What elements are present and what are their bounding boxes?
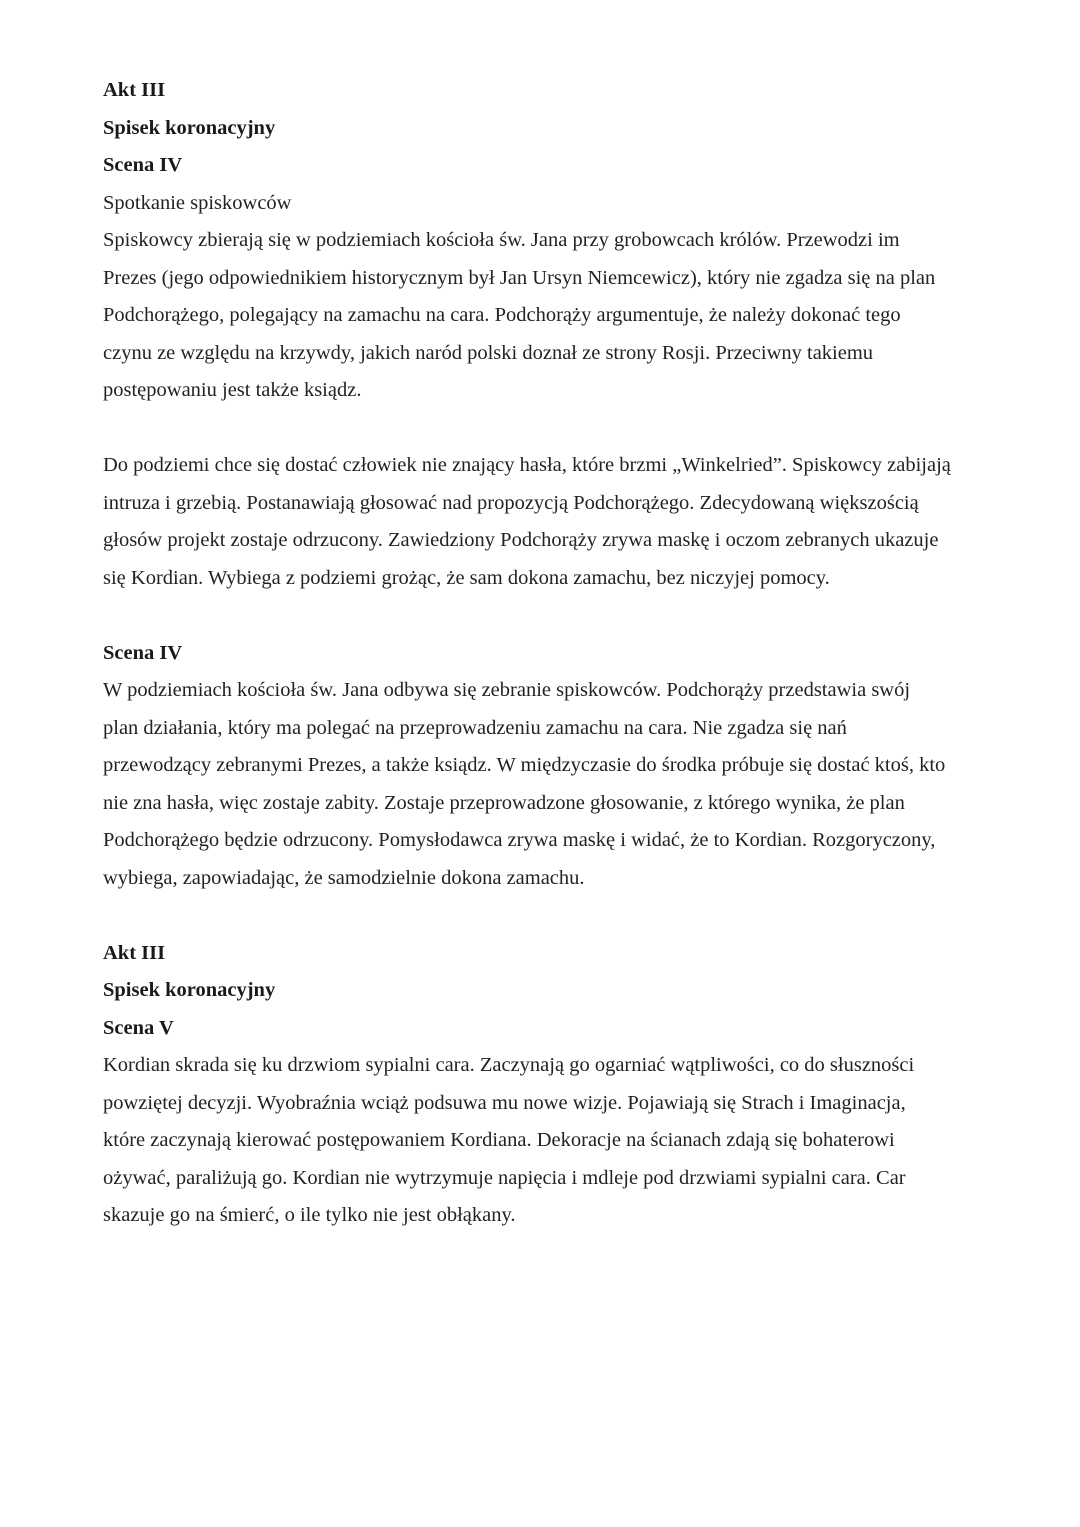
text-line: Podchorążego, polegający na zamachu na cara. Podchorąży argumentuje, że należy dokonać tego xyxy=(103,304,901,326)
section-spacer xyxy=(103,597,1013,635)
paragraph xyxy=(103,672,1013,897)
section-spacer xyxy=(103,897,1013,935)
paragraph-spacer xyxy=(103,410,1013,448)
text-line: Spiskowcy zbierają się w podziemiach kościoła św. Jana przy grobowcach królów. Przewodzi im xyxy=(103,229,900,251)
section-scene-v xyxy=(103,935,1013,1235)
text-line: intruza i grzebią. Postanawiają głosować nad propozycją Podchorążego. Zdecydowaną większością xyxy=(103,491,919,514)
scene-heading: Scena IV xyxy=(103,154,183,176)
text-line: głosów projekt zostaje odrzucony. Zawiedziony Podchorąży zrywa maskę i oczom zebranych ukazuje xyxy=(103,529,939,551)
act-heading: Akt III xyxy=(103,941,166,964)
text-line: się Kordian. Wybiega z podziemi grożąc, że sam dokona zamachu, bez niczyjej pomocy. xyxy=(103,566,830,589)
text-line: powziętej decyzji. Wyobraźnia wciąż podsuwa mu nowe wizje. Pojawiają się Strach i Imaginacja, xyxy=(103,1091,906,1114)
text-line: plan działania, który ma polegać na przeprowadzeniu zamachu na cara. Nie zgadza się nań xyxy=(103,716,847,739)
text-line: ożywać, paraliżują go. Kordian nie wytrzymuje napięcia i mdleje pod drzwiami sypialni cara. Car xyxy=(103,1166,906,1189)
text-line: przewodzący zebranymi Prezes, a także ksiądz. W międzyczasie do środka próbuje się dostać ktoś, kto xyxy=(103,754,946,776)
text-line: Podchorążego będzie odrzucony. Pomysłodawca zrywa maskę i widać, że to Kordian. Rozgoryczony, xyxy=(103,829,936,851)
paragraph xyxy=(103,222,1013,410)
text-line: postępowaniu jest także ksiądz. xyxy=(103,379,362,401)
scene-heading: Scena IV xyxy=(103,641,183,664)
scene-subtitle: Spotkanie spiskowców xyxy=(103,191,292,214)
text-line: Do podziemi chce się dostać człowiek nie znający hasła, które brzmi „Winkelried”. Spiskowcy zabijają xyxy=(103,454,951,476)
document-page xyxy=(103,72,1013,1235)
act-title: Spisek koronacyjny xyxy=(103,979,276,1001)
text-line: skazuje go na śmierć, o ile tylko nie jest obłąkany. xyxy=(103,1204,516,1226)
paragraph xyxy=(103,447,1013,597)
act-heading: Akt III xyxy=(103,79,166,101)
section-scene-iv-first xyxy=(103,72,1013,597)
text-line: nie zna hasła, więc zostaje zabity. Zostaje przeprowadzone głosowanie, z którego wynika, że plan xyxy=(103,791,905,814)
paragraph xyxy=(103,1047,1013,1235)
section-scene-iv-second xyxy=(103,635,1013,898)
text-line: Kordian skrada się ku drzwiom sypialni cara. Zaczynają go ogarniać wątpliwości, co do słuszności xyxy=(103,1054,915,1076)
text-line: czynu ze względu na krzywdy, jakich naród polski doznał ze strony Rosji. Przeciwny takiemu xyxy=(103,341,874,364)
text-line: W podziemiach kościoła św. Jana odbywa się zebranie spiskowców. Podchorąży przedstawia swój xyxy=(103,679,911,701)
text-line: Prezes (jego odpowiednikiem historycznym był Jan Ursyn Niemcewicz), który nie zgadza się na plan xyxy=(103,266,936,289)
text-line: które zaczynają kierować postępowaniem Kordiana. Dekoracje na ścianach zdają się bohaterowi xyxy=(103,1129,895,1151)
scene-heading: Scena V xyxy=(103,1016,174,1039)
text-line: wybiega, zapowiadając, że samodzielnie dokona zamachu. xyxy=(103,866,585,889)
act-title: Spisek koronacyjny xyxy=(103,116,276,139)
